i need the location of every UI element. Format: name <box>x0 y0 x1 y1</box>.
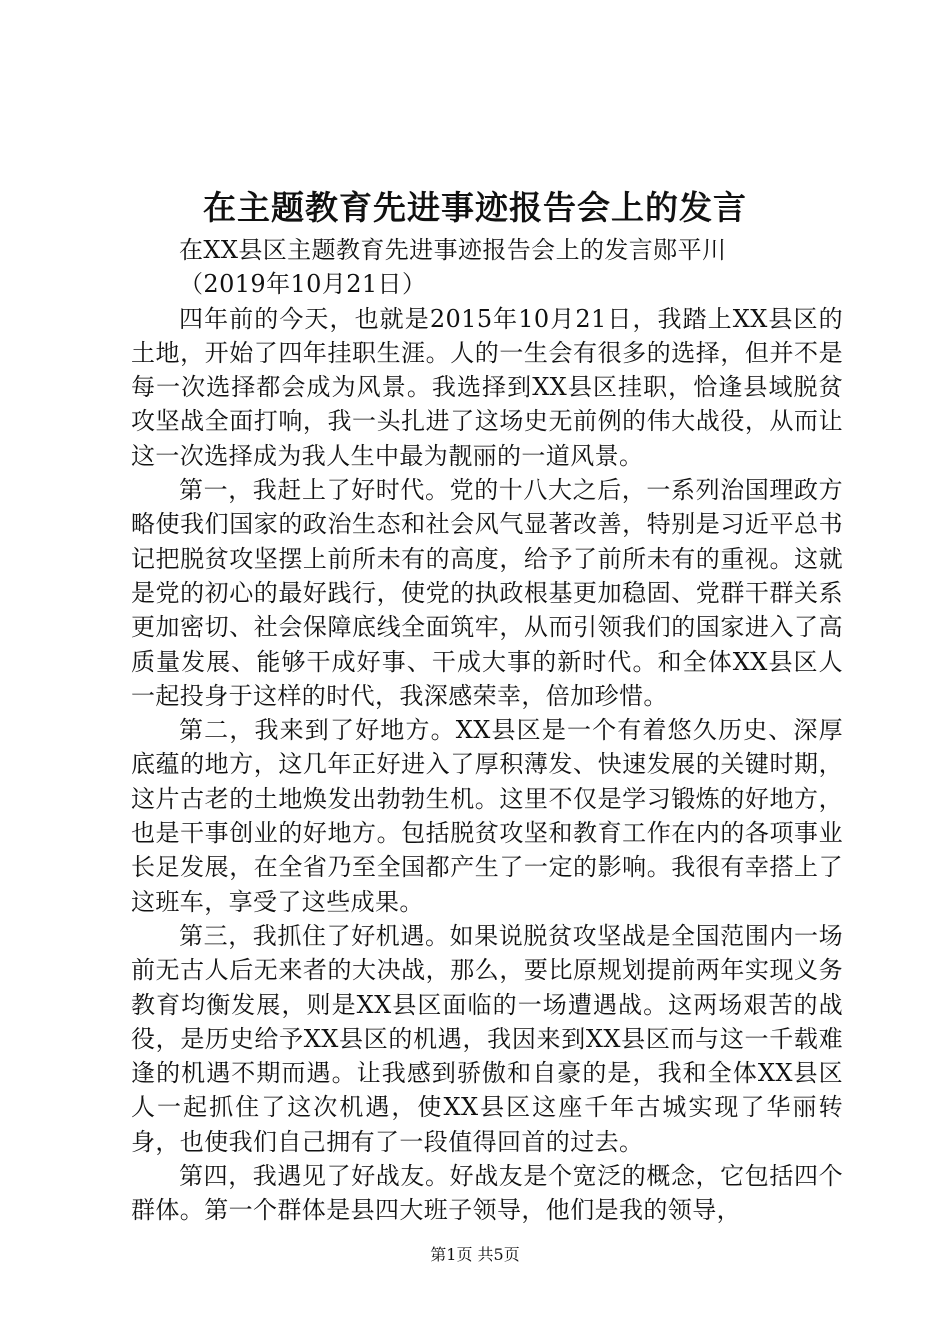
document-title: 在主题教育先进事迹报告会上的发言 <box>203 188 747 227</box>
paragraph: 第三，我抓住了好机遇。如果说脱贫攻坚战是全国范围内一场前无古人后无来者的大决战，那么，要比原规划提前两年实现义务教育均衡发展，则是XX县区面临的一场遭遇战。这两场艰苦的战役，是历史给予XX县区的机遇，我因来到XX县区而与这一千载难逢的机遇不期而遇。让我感到骄傲和自豪的是，我和全体XX县区人一起抓住了这次机遇，使XX县区这座千年古城实现了华丽转身，也使我们自己拥有了一段值得回首的过去。 <box>131 921 843 1156</box>
paragraph: 四年前的今天，也就是2015年10月21日，我踏上XX县区的土地，开始了四年挂职生涯。人的一生会有很多的选择，但并不是每一次选择都会成为风景。我选择到XX县区挂职，恰逢县域脱贫攻坚战全面打响，我一头扎进了这场史无前例的伟大战役，从而让这一次选择成为我人生中最为靓丽的一道风景。 <box>131 304 843 470</box>
document-subtitle: 在XX县区主题教育先进事迹报告会上的发言郧平川 <box>179 236 727 264</box>
document-date: （2019年10月21日） <box>179 270 427 299</box>
paragraph: 第四，我遇见了好战友。好战友是个宽泛的概念，它包括四个群体。第一个群体是县四大班子领导，他们是我的领导， <box>131 1162 843 1225</box>
paragraph: 第二，我来到了好地方。XX县区是一个有着悠久历史、深厚底蕴的地方，这几年正好进入了厚积薄发、快速发展的关键时期，这片古老的土地焕发出勃勃生机。这里不仅是学习锻炼的好地方，也是干事创业的好地方。包括脱贫攻坚和教育工作在内的各项事业长足发展，在全省乃至全国都产生了一定的影响。我很有幸搭上了这班车，享受了这些成果。 <box>131 716 843 916</box>
document-body <box>131 233 843 1228</box>
page-footer: 第1页 共5页 <box>430 1245 520 1264</box>
paragraph: 第一，我赶上了好时代。党的十八大之后，一系列治国理政方略使我们国家的政治生态和社会风气显著改善，特别是习近平总书记把脱贫攻坚摆上前所未有的高度，给予了前所未有的重视。这就是党的初心的最好践行，使党的执政根基更加稳固、党群干群关系更加密切、社会保障底线全面筑牢，从而引领我们的国家进入了高质量发展、能够干成好事、干成大事的新时代。和全体XX县区人一起投身于这样的时代，我深感荣幸，倍加珍惜。 <box>131 476 843 710</box>
